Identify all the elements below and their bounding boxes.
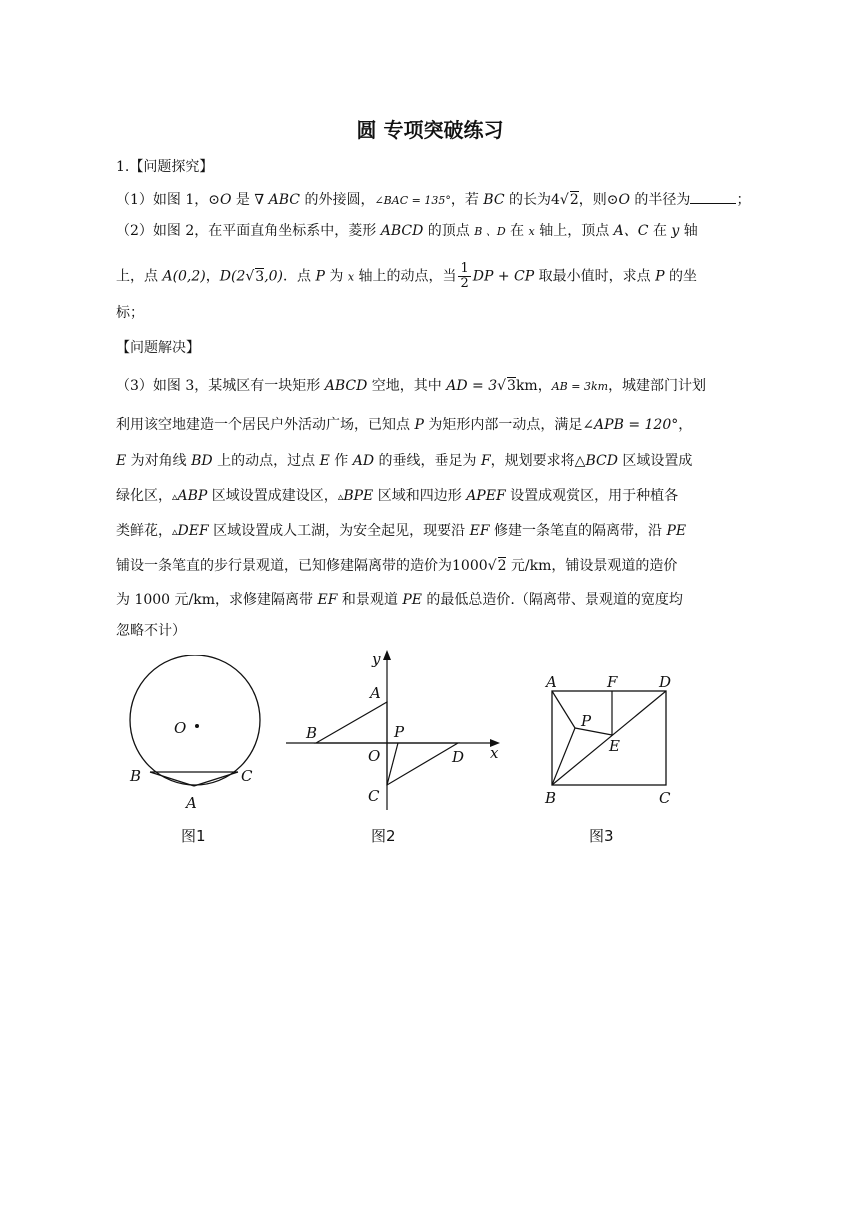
problem-number: 1. xyxy=(116,159,130,175)
part3-line8: 忽略不计） xyxy=(116,623,186,639)
label-y: y xyxy=(372,650,381,668)
label-o: O xyxy=(368,747,381,765)
math: EF xyxy=(469,523,490,539)
text: 轴上的动点，当 xyxy=(354,268,457,285)
figure-3 xyxy=(538,670,683,810)
segment-cp xyxy=(387,743,398,785)
text: 在 xyxy=(505,223,529,239)
part3-line5: 类鲜花，▵DEF 区域设置成人工湖，为安全起见，现要沿 EF 修建一条笔直的隔离带，沿 PE xyxy=(116,523,687,539)
text: 是 xyxy=(231,192,255,208)
math: D(2 xyxy=(219,268,246,285)
part3-line6: 铺设一条笔直的步行景观道，已知修建隔离带的造价为1000√2 元/km，铺设景观道的造价 xyxy=(116,558,678,574)
math: B 、D xyxy=(474,225,506,238)
rhombus-abcd xyxy=(316,702,458,785)
text: 上的动点，过点 xyxy=(212,453,320,469)
text: ，城建部门计划 xyxy=(608,378,707,394)
text: 在 xyxy=(648,223,672,239)
math: E xyxy=(116,453,127,469)
label-b: B xyxy=(130,767,142,785)
label-d: D xyxy=(452,748,465,766)
segment-ab xyxy=(150,772,194,786)
text: 区域设置成建设区， xyxy=(207,488,338,504)
math: BC xyxy=(483,192,505,208)
math: P xyxy=(315,268,325,285)
section-heading-explore: 【问题探究】 xyxy=(129,159,214,175)
math: O xyxy=(618,192,630,208)
part2-line2: 上，点 A(0,2)，D(2√3,0)．点 P 为 x 轴上的动点，当 $\frac{1}{2}$ DP + CP 取最小值时，求点 P 的坐 xyxy=(116,261,697,291)
label-a: A xyxy=(546,673,557,691)
text: 上，点 xyxy=(116,268,163,285)
text: （1）如图 1，⊙ xyxy=(116,192,220,208)
text: 轴 xyxy=(679,223,698,239)
text: 为矩形内部一动点，满足 xyxy=(423,417,583,433)
text: （2）如图 2，在平面直角坐标系中，菱形 xyxy=(116,223,381,239)
text: 为 xyxy=(324,268,348,285)
text: 轴上，顶点 xyxy=(534,223,614,239)
label-o: O xyxy=(174,719,187,737)
math: 2 xyxy=(569,192,579,208)
label-a: A xyxy=(186,794,197,812)
part1-line: （1）如图 1，⊙O 是 ∇ ABC 的外接圆，∠BAC = 135°，若 BC 的长为4√2，则⊙O 的半径为 ； xyxy=(116,189,750,211)
label-b: B xyxy=(306,724,318,742)
center-point xyxy=(195,724,199,728)
text: 的最低总造价.（隔离带、景观道的宽度均 xyxy=(421,592,683,608)
text: 绿化区， xyxy=(116,488,172,504)
y-axis-arrow-icon xyxy=(383,650,391,660)
segment-ac xyxy=(194,772,238,786)
text: 的顶点 xyxy=(423,223,475,239)
segment-bp xyxy=(552,728,575,785)
part3-line7 xyxy=(116,590,683,610)
math: x xyxy=(347,270,355,284)
part2-line3: 标； xyxy=(116,305,144,321)
answer-blank xyxy=(690,189,736,204)
math: x xyxy=(528,225,535,238)
label-x: x xyxy=(490,744,499,762)
math: BD xyxy=(191,453,213,469)
math: km xyxy=(515,378,538,394)
text: 和景观道 xyxy=(337,592,403,608)
fraction-num: 1 xyxy=(460,261,469,276)
math: DEF xyxy=(177,523,209,539)
label-d: D xyxy=(659,673,672,691)
math: P xyxy=(655,268,665,285)
math: A(0,2) xyxy=(162,268,206,285)
text: 空地，其中 xyxy=(367,378,447,394)
text: 的垂线，垂足为 xyxy=(374,453,481,469)
text: 的半径为 xyxy=(629,192,691,208)
text: 的外接圆， xyxy=(300,192,375,208)
math: A、C xyxy=(613,223,649,239)
math: 2 xyxy=(497,558,507,574)
part2-line xyxy=(116,221,698,242)
text: 作 xyxy=(329,453,353,469)
caption-fig3: 图3 xyxy=(589,827,614,845)
math: BPE xyxy=(343,488,374,504)
label-f: F xyxy=(607,673,618,691)
math: PE xyxy=(666,523,687,539)
math: ABP xyxy=(177,488,208,504)
label-b: B xyxy=(545,789,557,807)
math: ∠BAC = 135° xyxy=(374,194,451,207)
text: 的坐 xyxy=(664,268,697,285)
math: AD xyxy=(352,453,375,469)
label-c: C xyxy=(368,787,380,805)
section-heading-solve: 【问题解决】 xyxy=(116,340,200,356)
math: ABCD xyxy=(380,223,424,239)
label-p: P xyxy=(394,723,405,741)
page-title: 圆 专项突破练习 xyxy=(356,118,504,142)
math: AD = 3 xyxy=(446,378,498,394)
label-p: P xyxy=(581,712,592,730)
text: ， xyxy=(205,268,220,285)
segment-ap xyxy=(552,691,575,728)
math: F xyxy=(480,453,491,469)
text: ，若 xyxy=(450,192,484,208)
text: 区域和四边形 xyxy=(373,488,467,504)
text: 设置成观赏区，用于种植各 xyxy=(505,488,679,504)
text: （3）如图 3，某城区有一块矩形 xyxy=(116,378,325,394)
math: EF xyxy=(317,592,338,608)
text: 元/km，铺设景观道的造价 xyxy=(506,558,678,574)
math: O xyxy=(220,192,232,208)
fraction-half xyxy=(458,262,470,291)
math: ∠APB = 120° xyxy=(582,417,679,433)
math: DP + CP xyxy=(472,268,535,285)
math: PE xyxy=(402,592,422,608)
fraction-den: 2 xyxy=(460,276,469,291)
text: ，规划要求将△ xyxy=(490,453,586,469)
math: 1000 xyxy=(452,558,488,574)
part3-line4: 绿化区，▵ABP 区域设置成建设区，▵BPE 区域和四边形 APEF 设置成观赏区，用于种植各 xyxy=(116,488,679,504)
math: BCD xyxy=(585,453,618,469)
math: APEF xyxy=(466,488,506,504)
text: 区域设置成 xyxy=(617,453,693,469)
text: ，则⊙ xyxy=(578,192,619,208)
math: 3 xyxy=(507,378,516,394)
math: E xyxy=(319,453,330,469)
part3-line2 xyxy=(116,415,692,435)
text: ， xyxy=(678,417,693,433)
text: 为对角线 xyxy=(126,453,192,469)
label-c: C xyxy=(659,789,671,807)
math: 4 xyxy=(551,192,560,208)
text: 修建一条笔直的隔离带，沿 xyxy=(489,523,667,539)
caption-fig2: 图2 xyxy=(371,827,396,845)
text: 取最小值时，求点 xyxy=(534,268,656,285)
part3-line3 xyxy=(116,451,692,471)
label-e: E xyxy=(609,737,620,755)
math: 3 xyxy=(255,268,265,285)
math: AB = 3km xyxy=(551,380,609,393)
text: ．点 xyxy=(283,268,316,285)
math: ∇ ABC xyxy=(254,192,300,208)
text: 类鲜花， xyxy=(116,523,172,539)
text: 铺设一条笔直的步行景观道，已知修建隔离带的造价为 xyxy=(116,558,452,574)
math: y xyxy=(671,223,680,239)
caption-fig1: 图1 xyxy=(181,827,206,845)
figure-2 xyxy=(282,645,507,815)
part3-line1: （3）如图 3，某城区有一块矩形 ABCD 空地，其中 AD = 3√3km，AB = 3km，城建部门计划 xyxy=(116,378,707,394)
circle-o xyxy=(130,655,260,785)
text: 区域设置成人工湖，为安全起见，现要沿 xyxy=(208,523,470,539)
math: ,0) xyxy=(264,268,284,285)
text: 的长为 xyxy=(504,192,551,208)
math: P xyxy=(414,417,424,433)
label-c: C xyxy=(241,767,253,785)
problem-number-line xyxy=(116,157,213,177)
text: 利用该空地建造一个居民户外活动广场，已知点 xyxy=(116,417,415,433)
text: ， xyxy=(537,378,552,394)
figure-1 xyxy=(120,655,280,815)
text: 为 1000 元/km，求修建隔离带 xyxy=(116,592,318,608)
text: ； xyxy=(736,192,751,208)
label-a: A xyxy=(370,684,381,702)
math: ABCD xyxy=(324,378,368,394)
